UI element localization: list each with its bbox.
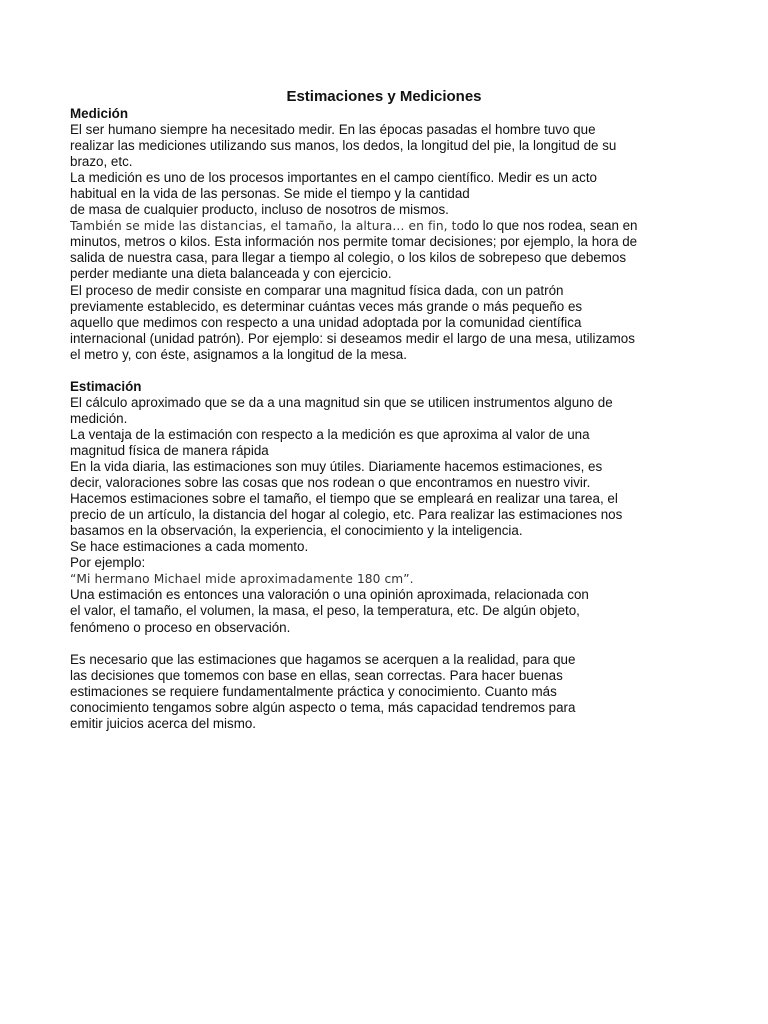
paragraph-line: el valor, el tamaño, el volumen, la masa, el peso, la temperatura, etc. De algún objeto,: [70, 603, 580, 619]
paragraph-fragment-alt-font: También se mide las distancias, el tamaño, la altura… en fin, to: [70, 219, 465, 234]
paragraph-line: habitual en la vida de las personas. Se mide el tiempo y la cantidad: [70, 186, 470, 202]
paragraph-line: El proceso de medir consiste en comparar una magnitud física dada, con un patrón: [70, 282, 564, 298]
paragraph-fragment: do lo que nos rodea, sean en: [464, 218, 638, 234]
paragraph-line: perder mediante una dieta balanceada y con ejercicio.: [70, 266, 392, 282]
paragraph-line: conocimiento tengamos sobre algún aspecto o tema, más capacidad tendremos para: [70, 699, 576, 715]
paragraph-spacer: [70, 363, 710, 379]
paragraph-line: estimaciones se requiere fundamentalmente práctica y conocimiento. Cuanto más: [70, 683, 557, 699]
paragraph-spacer: [70, 636, 710, 652]
paragraph-line: el metro y, con éste, asignamos a la longitud de la mesa.: [70, 346, 407, 362]
paragraph-line: salida de nuestra casa, para llegar a tiempo al colegio, o los kilos de sobrepeso que debemos: [70, 250, 627, 266]
paragraph-line: En la vida diaria, las estimaciones son muy útiles. Diariamente hacemos estimaciones, es: [70, 459, 603, 475]
paragraph-line: internacional (unidad patrón). Por ejemplo: si deseamos medir el largo de una mesa, utilizamos: [70, 330, 635, 346]
paragraph-line: brazo, etc.: [70, 154, 133, 170]
example-quote: “Mi hermano Michael mide aproximadamente 180 cm”.: [70, 572, 414, 587]
paragraph-line: Se hace estimaciones a cada momento.: [70, 539, 309, 555]
paragraph-line: Por ejemplo:: [70, 555, 146, 571]
paragraph-line: Es necesario que las estimaciones que hagamos se acerquen a la realidad, para que: [70, 651, 576, 667]
paragraph-line: basamos en la observación, la experiencia, el conocimiento y la inteligencia.: [70, 523, 523, 539]
paragraph-line: fenómeno o proceso en observación.: [70, 619, 291, 635]
paragraph-line: previamente establecido, es determinar cuántas veces más grande o más pequeño es: [70, 298, 583, 314]
section-heading-medicion: Medición: [70, 106, 129, 121]
document-title: Estimaciones y Mediciones: [286, 88, 482, 105]
paragraph-line: El cálculo aproximado que se da a una magnitud sin que se utilicen instrumentos alguno de: [70, 394, 613, 410]
paragraph-line: de masa de cualquier producto, incluso de nosotros de mismos.: [70, 202, 449, 218]
paragraph-line: minutos, metros o kilos. Esta información nos permite tomar decisiones; por ejemplo, la hora de: [70, 234, 638, 250]
paragraph-line: El ser humano siempre ha necesitado medir. En las épocas pasadas el hombre tuvo que: [70, 122, 596, 138]
document-body: [70, 106, 710, 732]
paragraph-line: precio de un artículo, la distancia del hogar al colegio, etc. Para realizar las estimaciones nos: [70, 507, 623, 523]
paragraph-line: las decisiones que tomemos con base en ellas, sean correctas. Para hacer buenas: [70, 667, 563, 683]
paragraph-line: magnitud física de manera rápida: [70, 442, 269, 458]
paragraph-line: La ventaja de la estimación con respecto a la medición es que aproxima al valor de una: [70, 426, 590, 442]
paragraph-line: La medición es uno de los procesos importantes en el campo científico. Medir es un acto: [70, 170, 597, 186]
paragraph-line: emitir juicios acerca del mismo.: [70, 715, 257, 731]
paragraph-line: Hacemos estimaciones sobre el tamaño, el tiempo que se empleará en realizar una tarea, el: [70, 491, 618, 507]
paragraph-line: realizar las mediciones utilizando sus manos, los dedos, la longitud del pie, la longitud de su: [70, 138, 617, 154]
section-heading-estimacion: Estimación: [70, 378, 142, 394]
paragraph-line: Una estimación es entonces una valoración o una opinión aproximada, relacionada con: [70, 587, 589, 603]
paragraph-line-mixed: [70, 218, 710, 234]
paragraph-line: medición.: [70, 410, 128, 426]
paragraph-line: decir, valoraciones sobre las cosas que nos rodean o que encontramos en nuestro vivir.: [70, 475, 591, 491]
paragraph-line: aquello que medimos con respecto a una unidad adoptada por la comunidad científica: [70, 314, 582, 330]
